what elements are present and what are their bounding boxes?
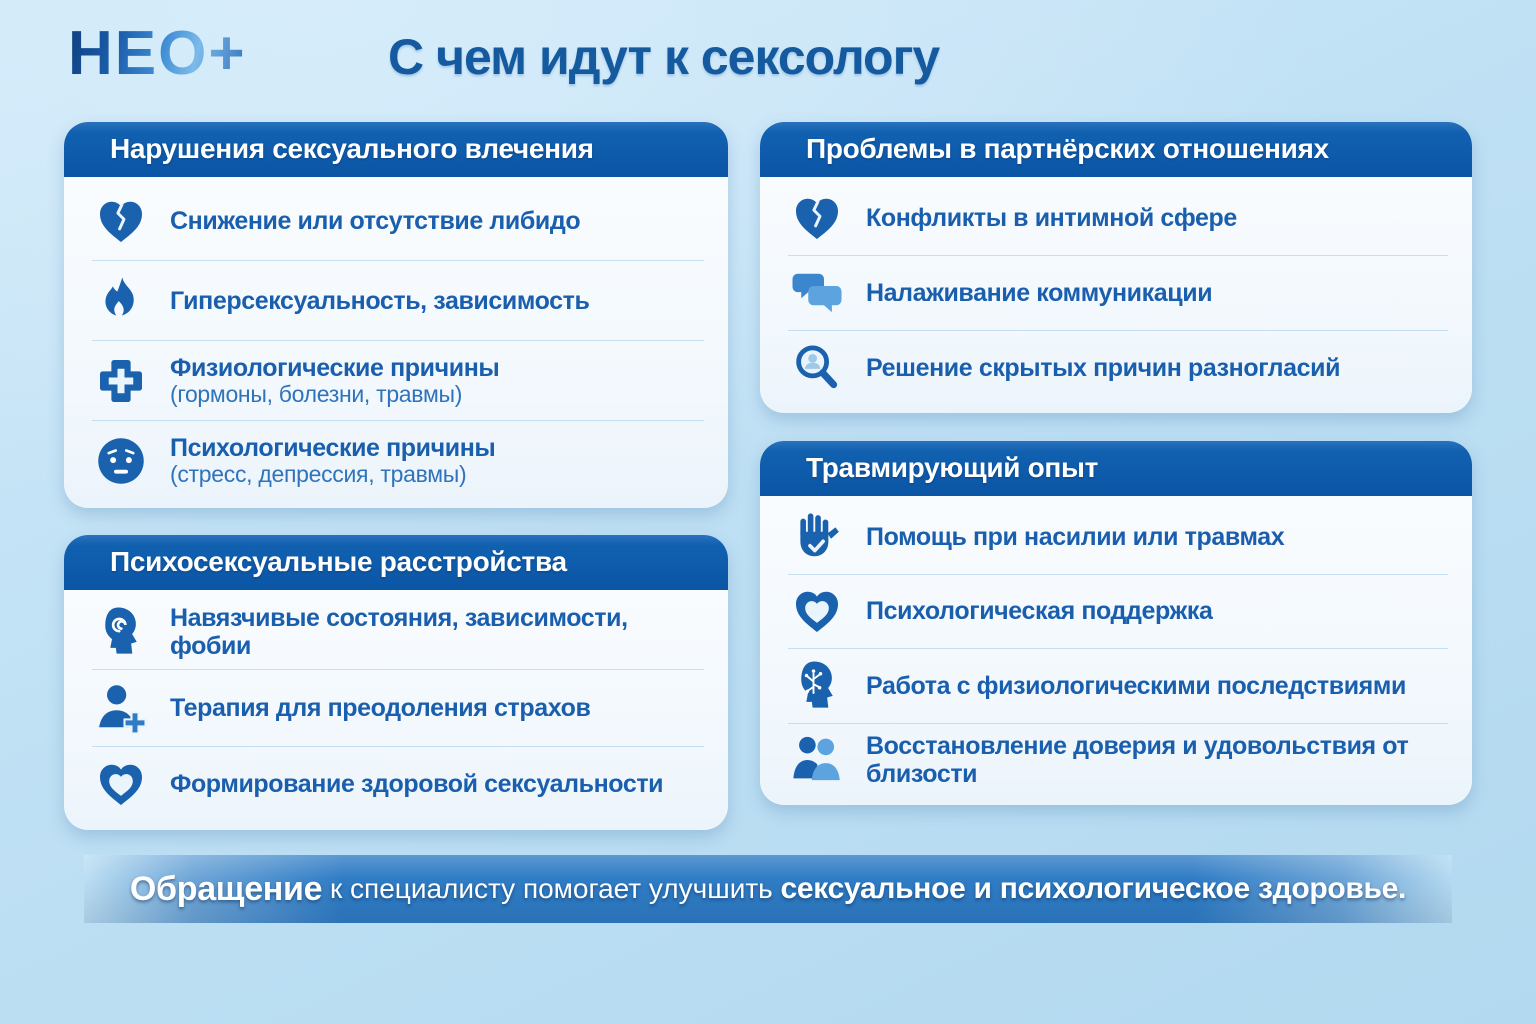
heart-in-heart-icon xyxy=(788,582,846,640)
panel-header: Травмирующий опыт xyxy=(760,441,1472,496)
panel-header: Нарушения сексуального влечения xyxy=(64,122,728,177)
list-item xyxy=(92,420,704,500)
head-tree-icon xyxy=(788,657,846,715)
magnifier-head-icon xyxy=(788,339,846,397)
item-label: Психологические причины xyxy=(170,433,496,462)
item-label: Восстановление доверия и удовольствия от близости xyxy=(866,732,1409,789)
banner-text-segment: к специалисту помогает улучшить xyxy=(322,873,781,904)
item-label: Терапия для преодоления страхов xyxy=(170,693,591,722)
panel-items xyxy=(760,177,1472,413)
head-spiral-icon xyxy=(92,603,150,661)
chat-bubbles-icon xyxy=(788,264,846,322)
item-sublabel: (гормоны, болезни, травмы) xyxy=(170,380,463,407)
list-item xyxy=(92,669,704,745)
list-item xyxy=(788,500,1448,574)
list-item xyxy=(788,255,1448,330)
list-item xyxy=(788,723,1448,798)
list-item xyxy=(788,330,1448,405)
couple-icon xyxy=(788,731,846,789)
panel-items xyxy=(760,496,1472,805)
panel-items xyxy=(64,177,728,508)
item-label: Налаживание коммуникации xyxy=(866,279,1213,307)
worried-face-icon xyxy=(92,432,150,490)
item-label: Работа с физиологическими последствиями xyxy=(866,671,1406,700)
flame-icon xyxy=(92,272,150,330)
panel-partner-problems xyxy=(760,122,1472,413)
neo-plus-logo: НЕО+ xyxy=(68,19,247,88)
item-label: Решение скрытых причин разногласий xyxy=(866,354,1341,382)
panel-items xyxy=(64,590,728,830)
medical-cross-icon xyxy=(92,352,150,410)
heart-in-heart-icon xyxy=(92,755,150,813)
conclusion-banner xyxy=(84,855,1452,923)
item-label: Физиологические причины xyxy=(170,353,500,382)
item-label: Снижение или отсутствие либидо xyxy=(170,206,581,235)
item-label: Гиперсексуальность, зависимость xyxy=(170,286,590,315)
panel-traumatic-experience xyxy=(760,441,1472,805)
stop-hand-icon xyxy=(788,508,846,566)
item-label: Формирование здоровой сексуальности xyxy=(170,770,664,799)
list-item xyxy=(92,260,704,340)
person-plus-icon xyxy=(92,679,150,737)
panel-libido-disorders xyxy=(64,122,728,508)
broken-heart-icon xyxy=(788,189,846,247)
item-label: Помощь при насилии или травмах xyxy=(866,522,1285,551)
banner-text-segment: сексуальное и психологическое здоровье. xyxy=(780,872,1407,905)
list-item xyxy=(92,594,704,669)
broken-heart-icon xyxy=(92,192,150,250)
list-item xyxy=(92,340,704,420)
list-item xyxy=(788,648,1448,723)
item-label: Психологическая поддержка xyxy=(866,597,1213,626)
item-label: Навязчивые состояния, зависимости, фобии xyxy=(170,603,628,660)
list-item xyxy=(92,746,704,822)
panel-psychosexual-disorders xyxy=(64,535,728,830)
list-item xyxy=(788,181,1448,255)
list-item xyxy=(788,574,1448,649)
banner-text-segment: Обращение xyxy=(129,869,323,908)
item-label: Конфликты в интимной сфере xyxy=(866,204,1237,232)
page-title: С чем идут к сексологу xyxy=(388,29,940,85)
panel-header: Проблемы в партнёрских отношениях xyxy=(760,122,1472,177)
panel-header: Психосексуальные расстройства xyxy=(64,535,728,590)
list-item xyxy=(92,181,704,260)
item-sublabel: (стресс, депрессия, травмы) xyxy=(170,460,467,487)
